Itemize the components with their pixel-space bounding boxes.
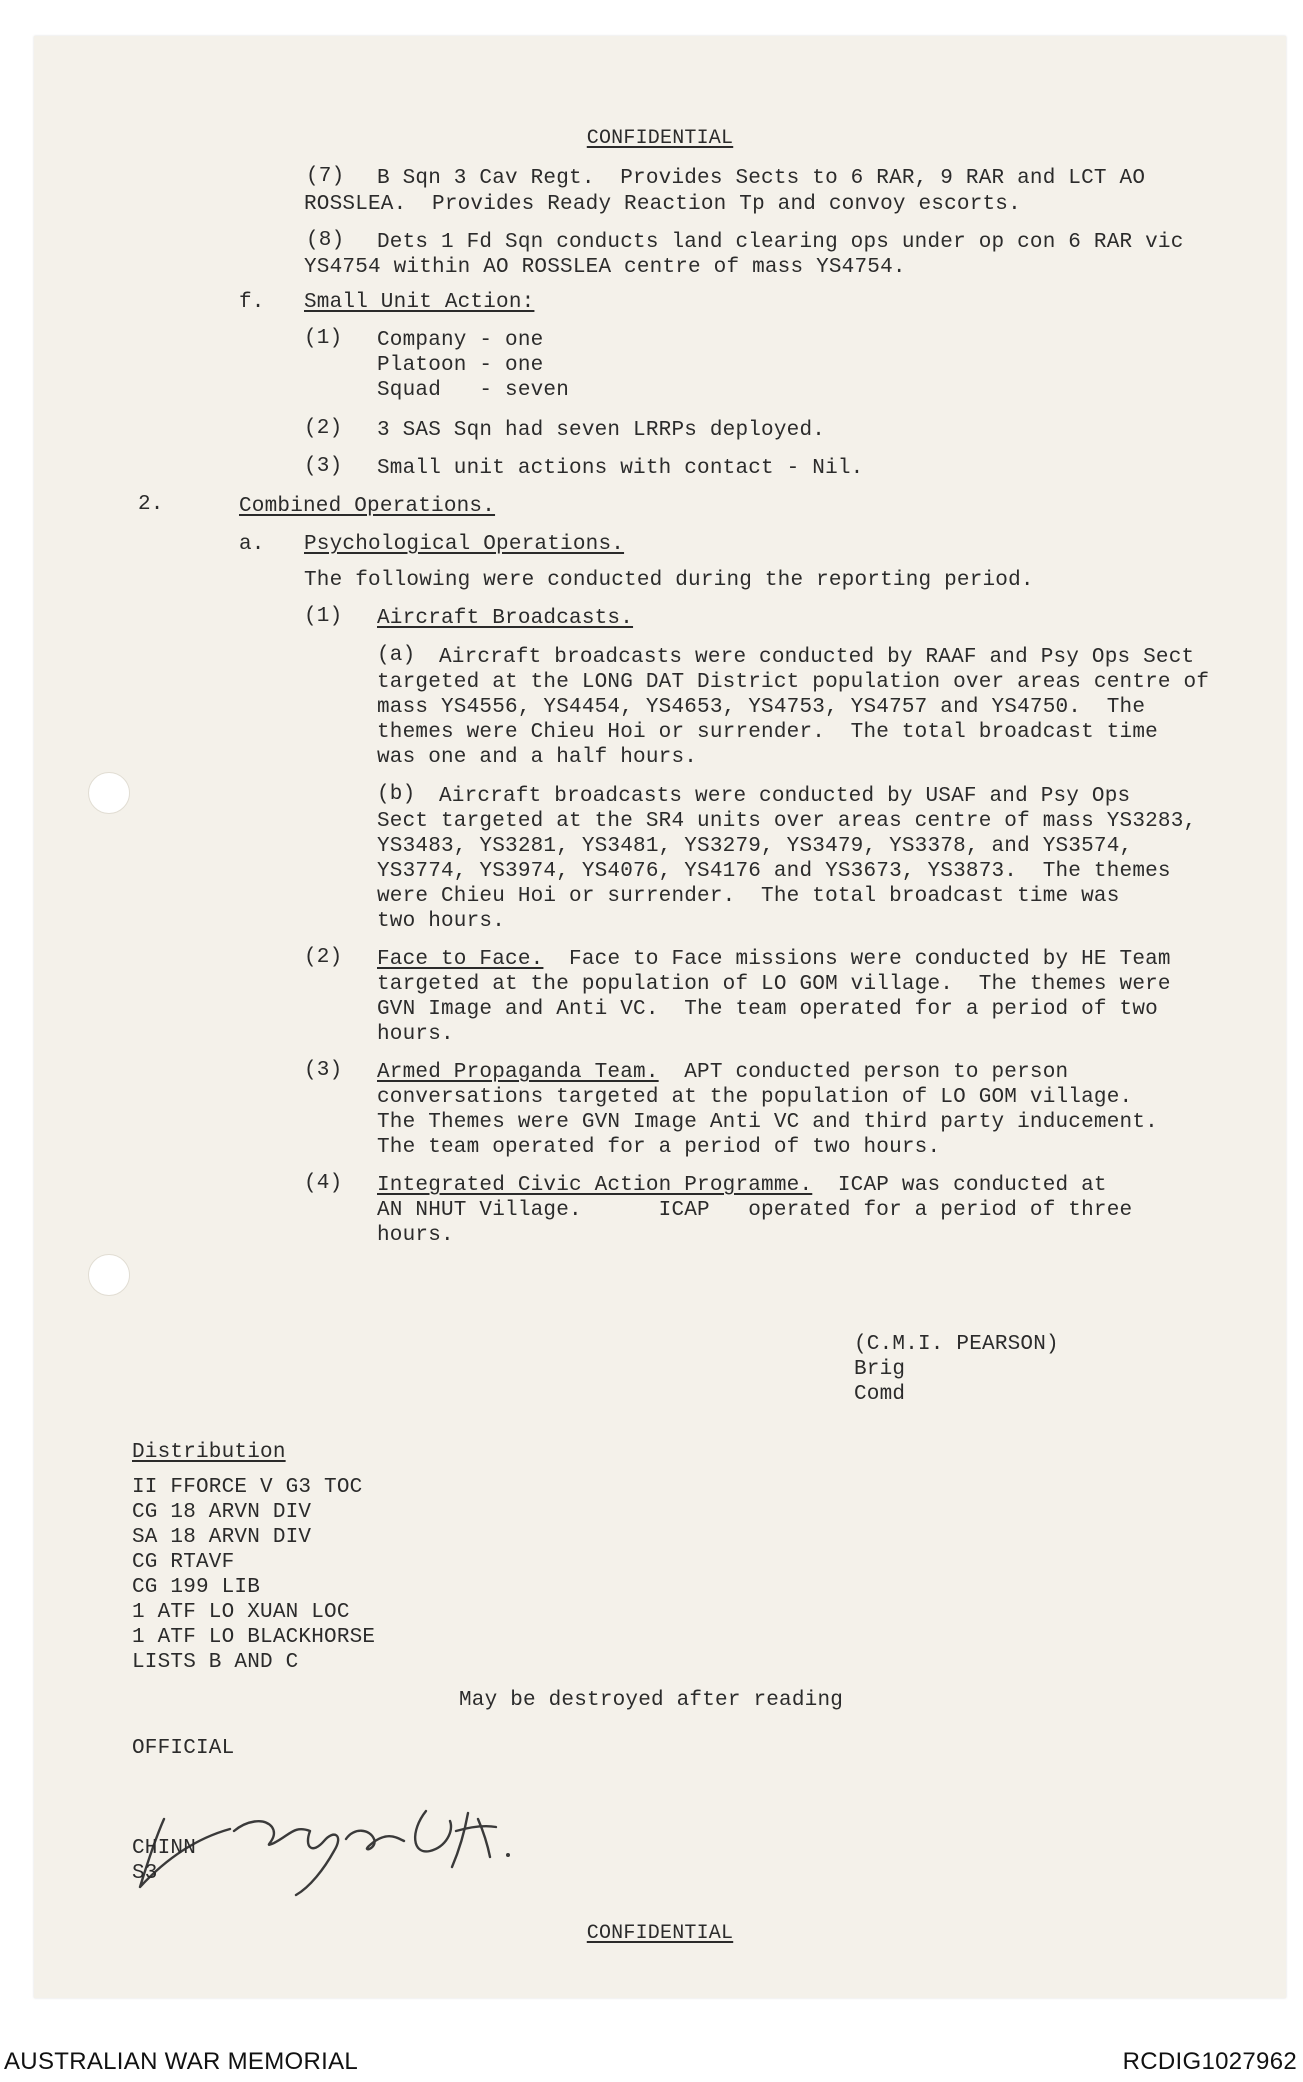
aircraft-a-line-4: themes were Chieu Hoi or surrender. The total broadcast time — [377, 721, 1158, 744]
section-2a-label: a. — [239, 533, 265, 556]
distribution-entry: SA 18 ARVN DIV — [132, 1526, 312, 1549]
aircraft-b-number: (b) — [377, 783, 416, 806]
official-name: CHINN — [132, 1837, 197, 1860]
distribution-entry: 1 ATF LO XUAN LOC — [132, 1601, 350, 1624]
apt-number: (3) — [304, 1059, 343, 1082]
archive-credit: AUSTRALIAN WAR MEMORIAL — [4, 2048, 359, 2075]
aircraft-a-line-5: was one and a half hours. — [377, 746, 698, 769]
section-2-title: Combined Operations. — [239, 495, 496, 518]
aircraft-a-line-3: mass YS4556, YS4454, YS4653, YS4753, YS4757 and YS4750. The — [377, 696, 1146, 719]
apt-line-1 — [377, 1060, 1068, 1085]
unit-item-1-line-3: Squad - seven — [377, 379, 570, 402]
punch-hole-top — [88, 772, 130, 814]
punch-hole-bottom — [88, 1254, 130, 1296]
icap-title: Integrated Civic Action Programme. — [377, 1174, 813, 1197]
icap-line-1-rest: ICAP was conducted at — [812, 1174, 1107, 1197]
section-f-title: Small Unit Action: — [304, 291, 535, 314]
classification-header: CONFIDENTIAL — [586, 127, 734, 150]
aircraft-b-line-5: were Chieu Hoi or surrender. The total broadcast time was — [377, 885, 1120, 908]
item-7-line-2: ROSSLEA. Provides Ready Reaction Tp and convoy escorts. — [304, 193, 1021, 216]
official-appointment: S3 — [132, 1862, 158, 1885]
face-line-2: targeted at the population of LO GOM village. The themes were — [377, 973, 1171, 996]
item-8-line-2: YS4754 within AO ROSSLEA centre of mass YS4754. — [304, 256, 906, 279]
unit-item-2-number: (2) — [304, 417, 343, 440]
aircraft-number: (1) — [304, 605, 343, 628]
signatory-rank: Brig — [854, 1358, 906, 1381]
unit-item-3-number: (3) — [304, 455, 343, 478]
aircraft-b-line-1: Aircraft broadcasts were conducted by USAF and Psy Ops — [439, 785, 1131, 808]
icap-line-1 — [377, 1173, 1107, 1198]
aircraft-b-line-6: two hours. — [377, 910, 506, 933]
icap-line-3: hours. — [377, 1224, 454, 1247]
signatory-appointment: Comd — [854, 1383, 906, 1406]
official-label: OFFICIAL — [132, 1737, 235, 1760]
icap-line-2: AN NHUT Village. ICAP operated for a period of three — [377, 1199, 1133, 1222]
distribution-entry: CG RTAVF — [132, 1551, 235, 1574]
face-line-1-rest: Face to Face missions were conducted by HE Team — [543, 948, 1171, 971]
section-f-label: f. — [239, 291, 265, 314]
item-8-number: (8) — [306, 229, 345, 252]
apt-title: Armed Propaganda Team. — [377, 1061, 659, 1084]
unit-item-2-line-1: 3 SAS Sqn had seven LRRPs deployed. — [377, 419, 826, 442]
distribution-entry: 1 ATF LO BLACKHORSE — [132, 1626, 376, 1649]
aircraft-b-line-2: Sect targeted at the SR4 units over areas centre of mass YS3283, — [377, 810, 1197, 833]
distribution-entry: CG 199 LIB — [132, 1576, 261, 1599]
signatory-name: (C.M.I. PEARSON) — [854, 1333, 1059, 1356]
psyops-title: Psychological Operations. — [304, 533, 625, 556]
face-line-4: hours. — [377, 1023, 454, 1046]
item-8-line-1: Dets 1 Fd Sqn conducts land clearing ops under op con 6 RAR vic — [377, 231, 1184, 254]
aircraft-b-line-3: YS3483, YS3281, YS3481, YS3279, YS3479, YS3378, and YS3574, — [377, 835, 1133, 858]
psyops-intro: The following were conducted during the reporting period. — [304, 569, 1034, 592]
apt-line-1-rest: APT conducted person to person — [658, 1061, 1069, 1084]
item-7-line-1: B Sqn 3 Cav Regt. Provides Sects to 6 RAR, 9 RAR and LCT AO — [377, 167, 1146, 190]
unit-item-3-line-1: Small unit actions with contact - Nil. — [377, 457, 864, 480]
aircraft-title: Aircraft Broadcasts. — [377, 607, 634, 630]
destroy-note: May be destroyed after reading — [459, 1689, 844, 1712]
section-2-number: 2. — [138, 493, 164, 516]
apt-line-3: The Themes were GVN Image Anti VC and third party inducement. — [377, 1111, 1158, 1134]
distribution-entry: LISTS B AND C — [132, 1651, 299, 1674]
item-7-number: (7) — [306, 165, 345, 188]
document-page — [34, 36, 1286, 1998]
face-line-3: GVN Image and Anti VC. The team operated for a period of two — [377, 998, 1158, 1021]
aircraft-b-line-4: YS3774, YS3974, YS4076, YS4176 and YS3673, YS3873. The themes — [377, 860, 1171, 883]
distribution-entry: II FFORCE V G3 TOC — [132, 1476, 363, 1499]
face-line-1 — [377, 947, 1171, 972]
face-title: Face to Face. — [377, 948, 544, 971]
archive-id: RCDIG1027962 — [1122, 2048, 1297, 2075]
apt-line-4: The team operated for a period of two hours. — [377, 1136, 941, 1159]
aircraft-a-number: (a) — [377, 644, 416, 667]
distribution-title: Distribution — [132, 1441, 286, 1464]
unit-item-1-line-2: Platoon - one — [377, 354, 544, 377]
classification-footer: CONFIDENTIAL — [586, 1922, 734, 1945]
distribution-entry: CG 18 ARVN DIV — [132, 1501, 312, 1524]
unit-item-1-number: (1) — [304, 327, 343, 350]
handwritten-signature — [134, 1791, 554, 1901]
icap-number: (4) — [304, 1172, 343, 1195]
unit-item-1-line-1: Company - one — [377, 329, 544, 352]
face-number: (2) — [304, 946, 343, 969]
aircraft-a-line-1: Aircraft broadcasts were conducted by RAAF and Psy Ops Sect — [439, 646, 1195, 669]
aircraft-a-line-2: targeted at the LONG DAT District population over areas centre of — [377, 671, 1210, 694]
apt-line-2: conversations targeted at the population of LO GOM village. — [377, 1086, 1133, 1109]
